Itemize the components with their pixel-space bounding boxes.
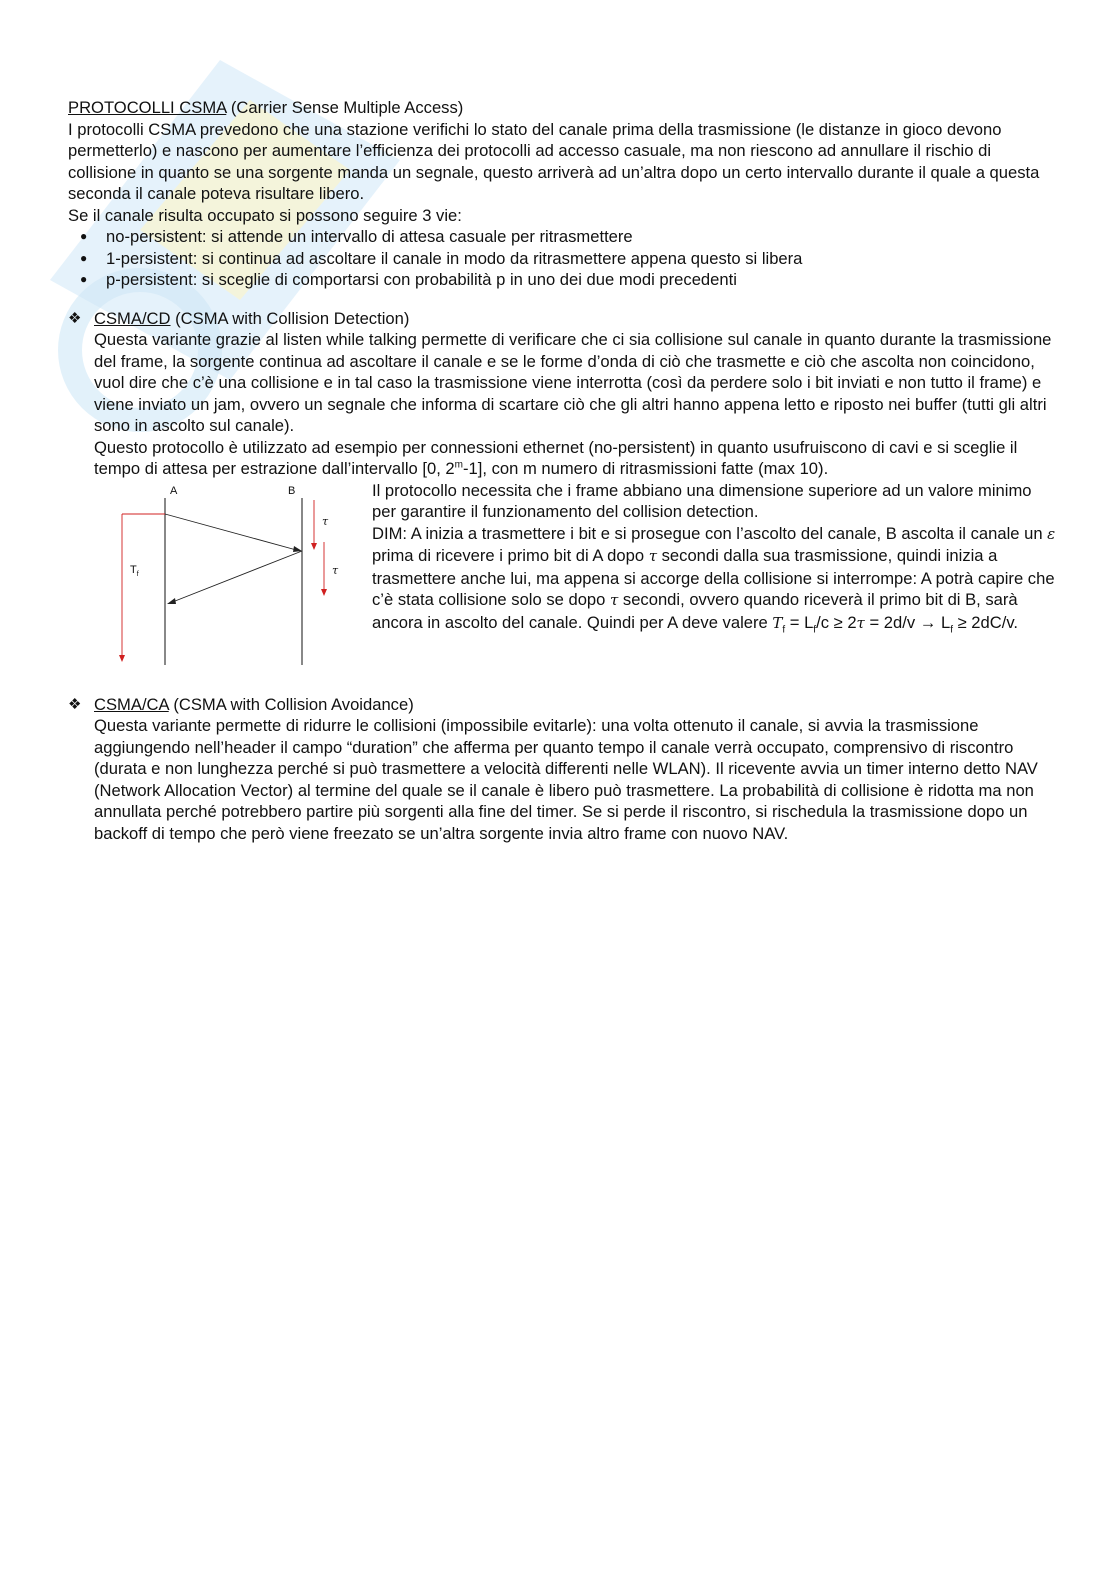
formula-part: /c ≥ 2	[816, 612, 857, 632]
section-csma-cd	[68, 308, 1058, 670]
cd-side-2	[372, 523, 1058, 635]
ca-heading	[68, 694, 1058, 716]
tf-arrowhead	[119, 655, 125, 662]
intro-title-suffix: (Carrier Sense Multiple Access)	[226, 98, 464, 117]
diamond-bullet-icon: ❖	[68, 695, 82, 713]
signal-a-to-b	[165, 514, 300, 551]
cd-heading	[68, 308, 1058, 330]
arrowhead-a	[167, 598, 176, 604]
tau1-arrowhead	[311, 543, 317, 550]
label-tau2: τ	[332, 563, 339, 577]
tau-symbol: τ	[648, 547, 658, 565]
formula-sub: f	[950, 623, 953, 635]
cd-side-2a: DIM: A inizia a trasmettere i bit e si prosegue con l’ascolto del canale, B ascolta il canale un	[372, 523, 1048, 543]
list-item: ● p-persistent: si sceglie di comportarsi con probabilità p in uno dei due modi precedenti	[80, 269, 1058, 291]
ca-title: CSMA/CA	[94, 694, 169, 714]
cd-paragraph-1: Questa variante grazie al listen while talking permette di verificare che ci sia collisione sul canale in quanto durante la trasmissione del frame, la sorgente continua ad ascoltare il canale e se le forme d’onda di ciò che trasmette e ciò che ascolta non coincidono, vuol dire che c’è una collisione e in tal caso la trasmissione viene interrotta (così da perdere solo i bit inviati e non tutto il frame) e viene inviato un jam, ovvero un segnale che informa di scartare ciò che gli altri hanno appena letto e riposto nei buffer (tutti gli altri sono in ascolto sul canale).	[94, 330, 1052, 435]
cd-title-suffix: (CSMA with Collision Detection)	[170, 308, 410, 328]
intro-lead: Se il canale risulta occupato si possono seguire 3 vie:	[68, 205, 462, 225]
tau-symbol: τ	[609, 591, 619, 609]
cd-paragraph-2-sup: m	[454, 459, 463, 471]
diamond-bullet-icon: ❖	[68, 309, 82, 327]
formula-part: ≥ 2dC/v.	[952, 612, 1019, 632]
list-item: ● 1-persistent: si continua ad ascoltare il canale in modo da ritrasmettere appena questo si libera	[80, 248, 1058, 270]
ca-title-suffix: (CSMA with Collision Avoidance)	[168, 694, 414, 714]
signal-b-to-a	[170, 551, 302, 603]
label-tf: $T_f$	[130, 563, 139, 578]
tau-symbol: τ	[856, 613, 865, 632]
cd-paragraph-2-b: -1], con m numero di ritrasmissioni fatte (max 10).	[463, 459, 829, 478]
formula-t: T	[772, 613, 783, 632]
intro-paragraph: I protocolli CSMA prevedono che una stazione verifichi lo stato del canale prima della trasmissione (le distanze in gioco devono permetterlo) e nascono per aumentare l’efficienza dei protocolli ad accesso casuale, ma non riescono ad annullare il rischio di collisione in quanto se una sorgente manda un segnale, questo arriverà ad un’altra dopo un certo intervallo durante il quale a questa seconda il canale poteva risultare libero.	[68, 119, 1040, 203]
formula-part: = L	[785, 612, 814, 632]
ca-paragraph: Questa variante permette di ridurre le collisioni (impossibile evitarle): una volta ottenuto il canale, si avvia la trasmissione aggiungendo nell’header il campo “duration” che afferma per quanto tempo il canale verrà occupato, comprensivo di riscontro (durata e non lunghezza perché si può trasmettere a velocità differenti nelle WLAN). Il ricevente avvia un timer interno detto NAV (Network Allocation Vector) al termine del quale se il canale è libero può trasmettere. La probabilità di collisione è ridotta ma non annullata perché potrebbero partire più sorgenti alla fine del timer. Se si perde il riscontro, si rischedula la trasmissione dopo un backoff di tempo che però viene freezato se un’altra sorgente invia altro frame con nuovo NAV.	[94, 716, 1038, 843]
cd-side-text	[372, 480, 1058, 670]
persistence-list	[68, 226, 1058, 291]
cd-title: CSMA/CD	[94, 308, 171, 328]
cd-side-1: Il protocollo necessita che i frame abbiano una dimensione superiore ad un valore minimo per garantire il funzionamento del collision detection.	[372, 480, 1032, 521]
list-item: ● no-persistent: si attende un intervallo di attesa casuale per ritrasmettere	[80, 226, 1058, 248]
cd-side-2b: prima di ricevere i primo bit di A dopo	[372, 546, 649, 565]
intro-title-line	[68, 97, 1058, 119]
cd-side-2d: secondi, ovvero quando riceverà il primo bit di B, sarà ancora in ascolto del canale. Quindi per A deve valere	[372, 590, 1018, 632]
epsilon-symbol: ε	[1047, 524, 1056, 543]
document-content	[68, 97, 1058, 844]
section-csma-ca	[68, 694, 1058, 845]
timing-diagram-svg	[94, 480, 372, 670]
cd-paragraph-2-a: Questo protocollo è utilizzato ad esempio per connessioni ethernet (no-persistent) in quanto usufruiscono di cavi e si sceglie il tempo di attesa per estrazione dall’intervallo [0, 2	[94, 437, 1018, 478]
label-tau1: τ	[322, 514, 329, 528]
cd-paragraph-2	[94, 437, 1058, 480]
timing-diagram	[94, 480, 372, 670]
tau2-arrowhead	[321, 589, 327, 596]
label-b: B	[288, 484, 296, 497]
formula-part: = 2d/v → L	[864, 612, 951, 632]
formula-sub: f	[782, 623, 786, 635]
label-a: A	[170, 484, 178, 497]
formula-sub: f	[813, 623, 817, 635]
cd-diagram-row	[94, 480, 1058, 670]
intro-title: PROTOCOLLI CSMA	[68, 98, 227, 117]
cd-side-2c: secondi dalla sua trasmissione, quindi inizia a trasmettere anche lui, ma appena si accorge della collisione si interrompe: A potrà capire che c’è stata collisione solo se dopo	[372, 546, 1055, 609]
